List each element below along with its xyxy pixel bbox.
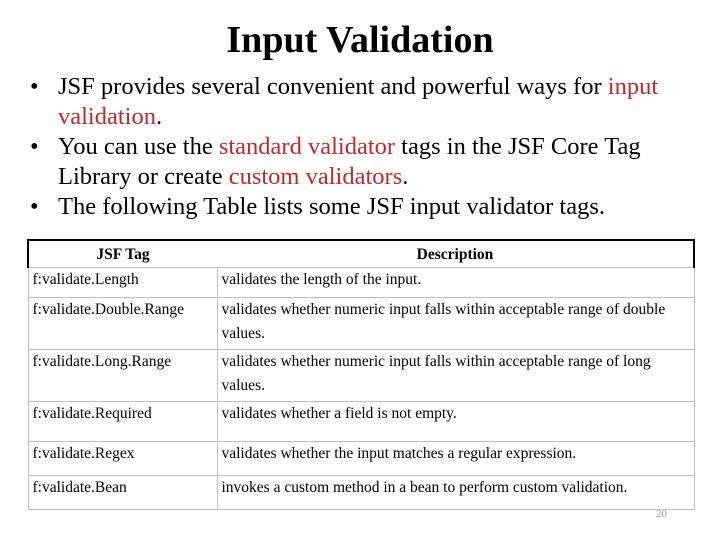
page-number: 20 — [656, 508, 667, 520]
bullet-item — [30, 132, 700, 192]
tag-cell: f:validate.Bean — [28, 476, 217, 510]
description-cell: validates whether the input matches a regular expression. — [217, 442, 694, 476]
table-row — [28, 476, 694, 510]
description-cell: validates the length of the input. — [217, 268, 694, 298]
bullet-highlight: custom validators — [228, 163, 403, 190]
description-cell: validates whether numeric input falls within acceptable range of double values. — [217, 298, 694, 350]
bullet-item — [30, 72, 700, 132]
bullet-text: . — [402, 163, 409, 190]
bullet-item — [30, 192, 700, 222]
tag-cell: f:validate.Required — [28, 402, 217, 442]
description-cell: validates whether numeric input falls within acceptable range of long values. — [217, 350, 694, 402]
description-cell: validates whether a field is not empty. — [217, 402, 694, 442]
bullet-text: . — [155, 103, 163, 130]
bullet-dot-icon: • — [30, 193, 39, 220]
bullet-list — [30, 72, 700, 222]
column-header-tag: JSF Tag — [28, 240, 217, 268]
slide-title: Input Validation — [226, 19, 494, 61]
bullet-text: The following Table lists some JSF input validator tags. — [58, 193, 606, 220]
table-row — [28, 268, 694, 298]
table-row — [28, 350, 694, 402]
bullet-dot-icon: • — [30, 73, 39, 100]
table-row — [28, 402, 694, 442]
validator-table — [27, 239, 695, 510]
bullet-text: JSF provides several convenient and powerful ways for — [58, 73, 608, 100]
tag-cell: f:validate.Regex — [28, 442, 217, 476]
bullet-dot-icon: • — [30, 133, 39, 160]
bullet-highlight: input validation — [58, 73, 659, 130]
description-cell: invokes a custom method in a bean to perform custom validation. — [217, 476, 694, 510]
tag-cell: f:validate.Double.Range — [28, 298, 217, 350]
tag-cell: f:validate.Long.Range — [28, 350, 217, 402]
column-header-description: Description — [217, 240, 694, 268]
tag-cell: f:validate.Length — [28, 268, 217, 298]
bullet-text: You can use the — [58, 133, 219, 160]
table-row — [28, 442, 694, 476]
table-row — [28, 298, 694, 350]
bullet-text: tags in the JSF Core Tag Library or create — [58, 133, 641, 190]
bullet-highlight: standard validator — [218, 133, 396, 160]
